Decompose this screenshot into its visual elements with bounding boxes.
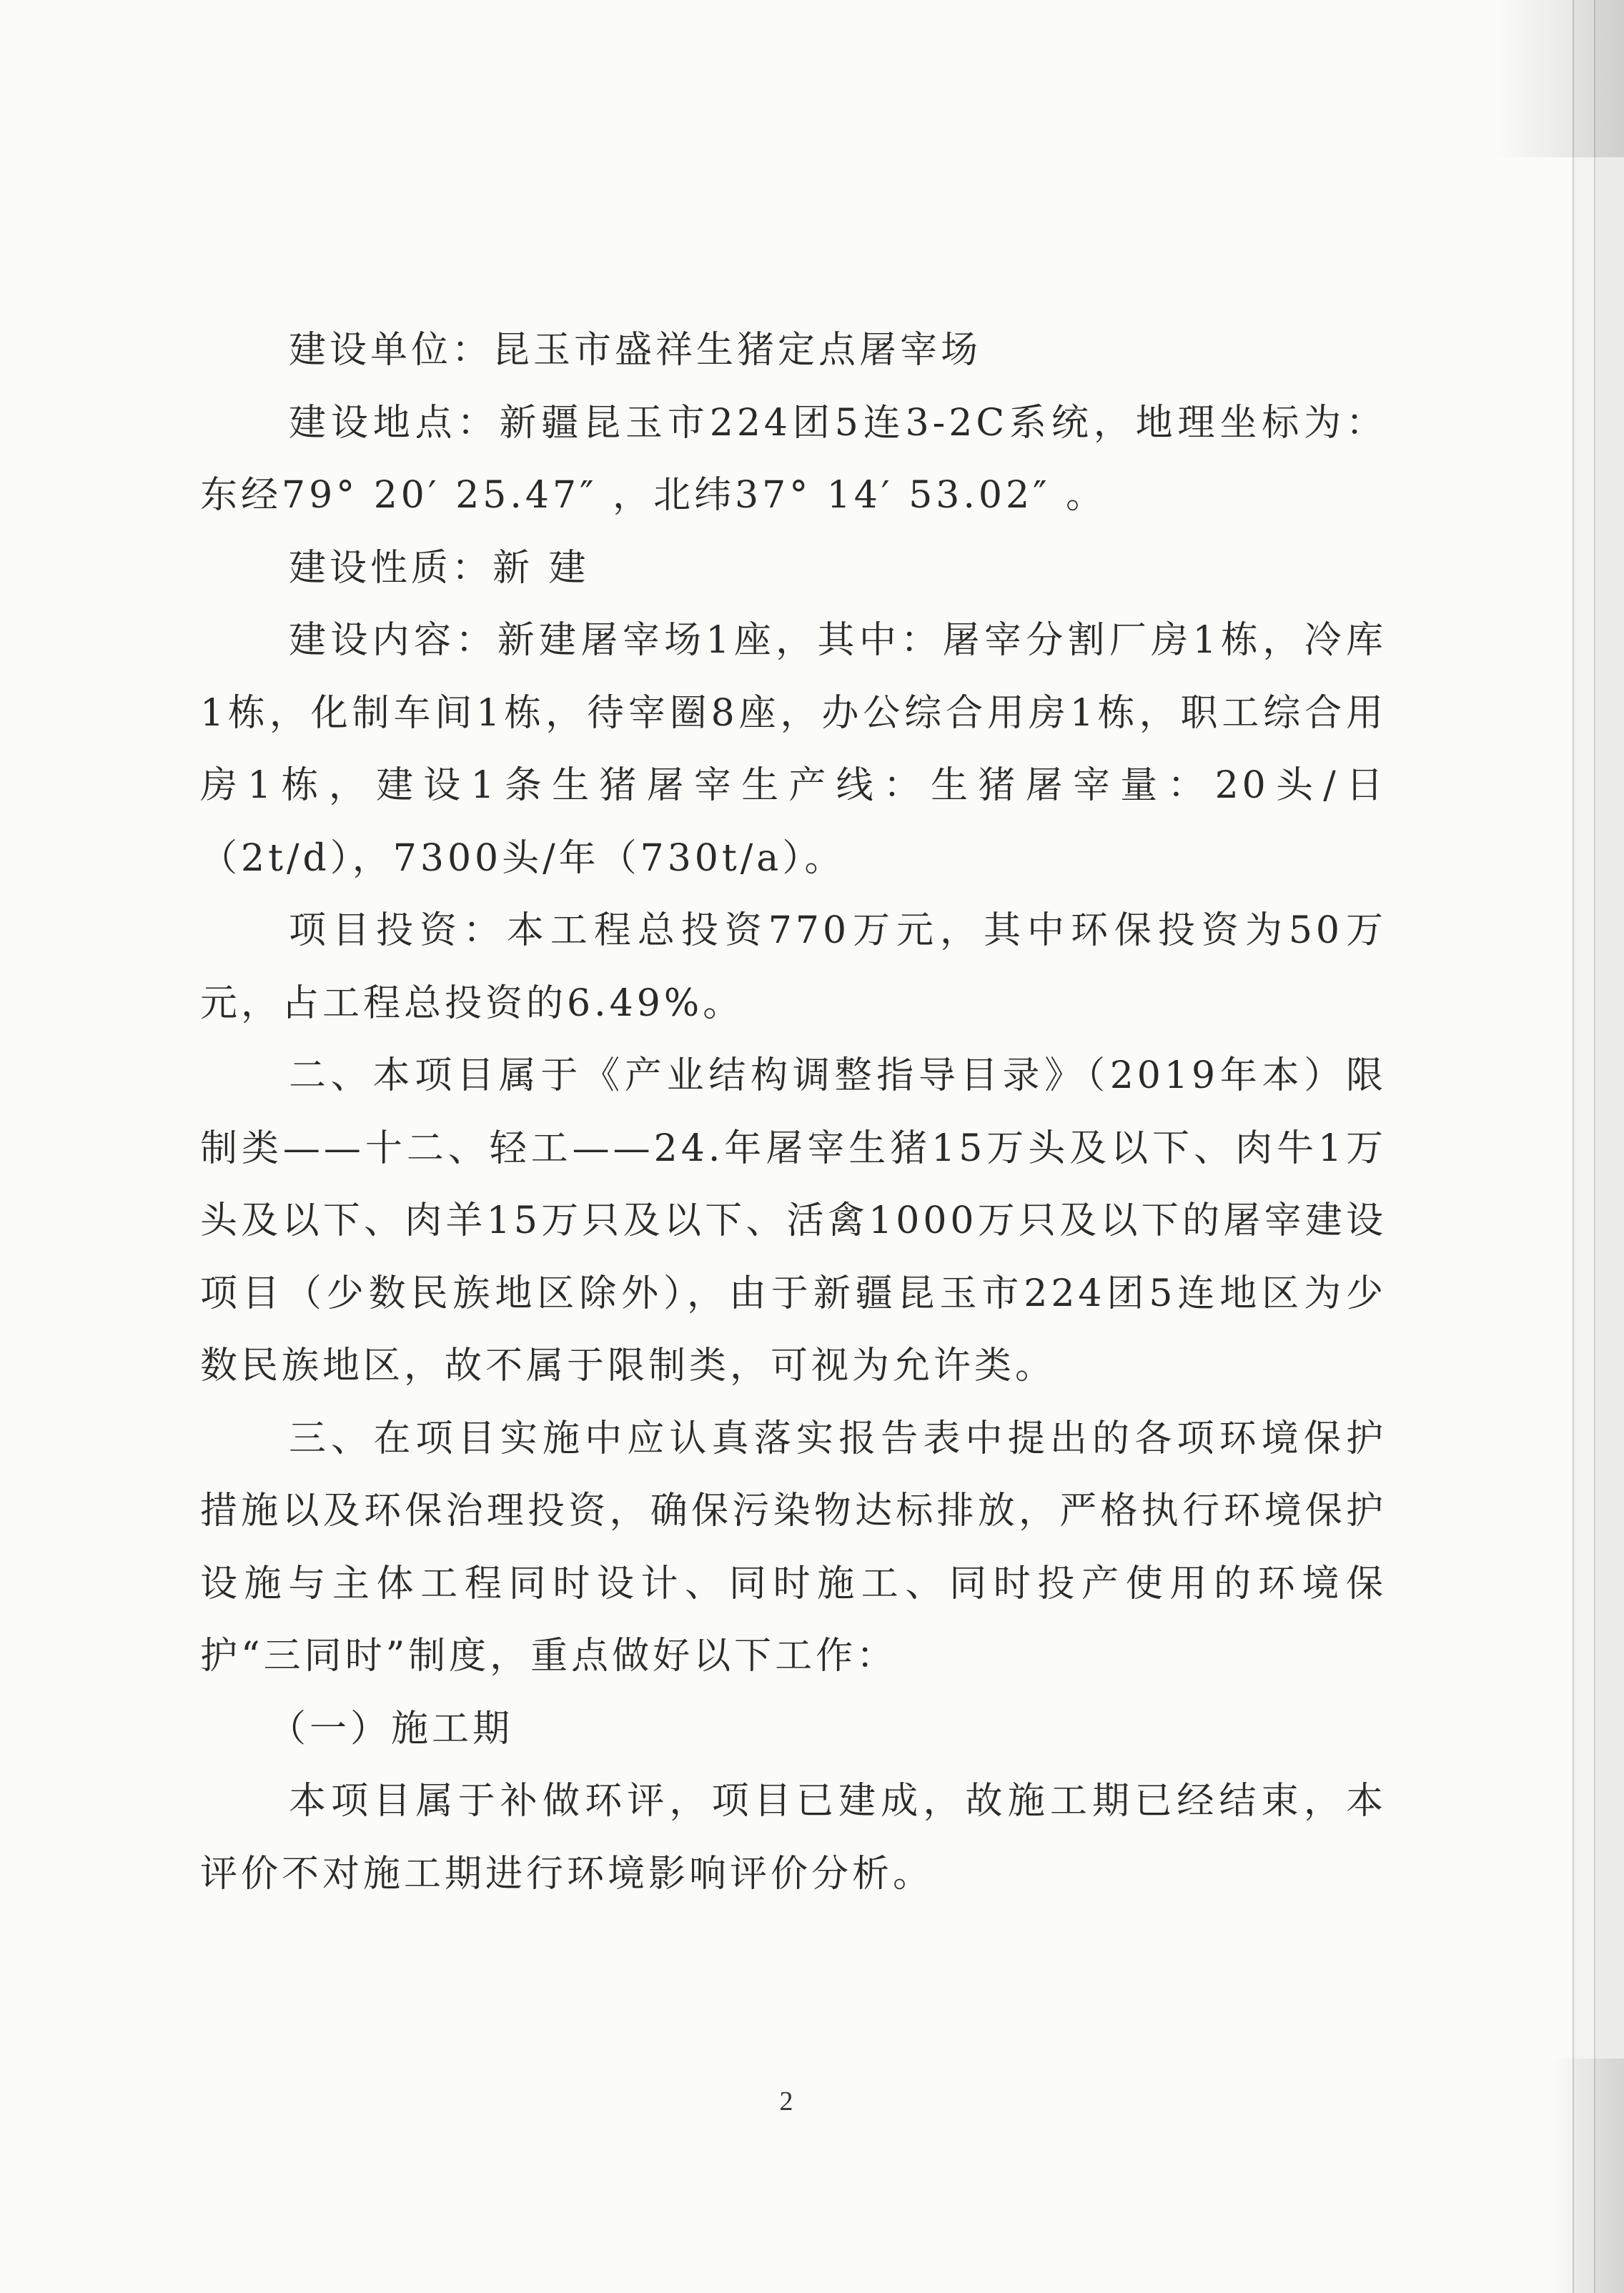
page-edge xyxy=(1573,0,1595,2293)
paragraph-industrial-policy: 二、本项目属于《产业结构调整指导目录》（2019年本）限制类——十二、轻工——24.年屠宰生猪15万头及以下、肉牛1万头及以下、肉羊15万只及以下、活禽1000万只及以下的屠宰建设项目（少数民族地区除外），由于新疆昆玉市224团5连地区为少数民族地区，故不属于限制类，可视为允许类。 xyxy=(200,1054,1387,1387)
paragraph-project-investment: 项目投资：本工程总投资770万元，其中环保投资为50万元，占工程总投资的6.49%。 xyxy=(200,909,1387,1025)
section-heading-construction-period: （一）施工期 xyxy=(269,1707,514,1750)
paragraph-construction-unit: 建设单位：昆玉市盛祥生猪定点屠宰场 xyxy=(289,329,982,372)
page-number: 2 xyxy=(779,2086,793,2116)
paragraph-construction-nature: 建设性质：新 建 xyxy=(289,546,590,590)
paragraph-implementation-requirements: 三、在项目实施中应认真落实报告表中提出的各项环境保护措施以及环保治理投资，确保污染物达标排放，严格执行环境保护设施与主体工程同时设计、同时施工、同时投产使用的环境保护“三同时”制度，重点做好以下工作： xyxy=(200,1417,1387,1678)
scan-shadow xyxy=(1494,0,1624,157)
scan-shadow xyxy=(1551,2059,1624,2293)
document-body xyxy=(200,315,1387,1911)
paragraph-construction-content: 建设内容：新建屠宰场1座，其中：屠宰分割厂房1栋，冷库1栋，化制车间1栋，待宰圈8座，办公综合用房1栋，职工综合用房1栋，建设1条生猪屠宰生产线：生猪屠宰量：20头/日（2t/d），7300头/年（730t/a）。 xyxy=(200,619,1387,880)
paragraph-construction-site: 建设地点：新疆昆玉市224团5连3-2C系统，地理坐标为：东经79° 20′ 25.47″ ，北纬37° 14′ 53.02″ 。 xyxy=(200,401,1387,517)
paragraph-construction-period: 本项目属于补做环评，项目已建成，故施工期已经结束，本评价不对施工期进行环境影响评价分析。 xyxy=(200,1780,1387,1896)
page-edge xyxy=(1594,0,1624,2293)
